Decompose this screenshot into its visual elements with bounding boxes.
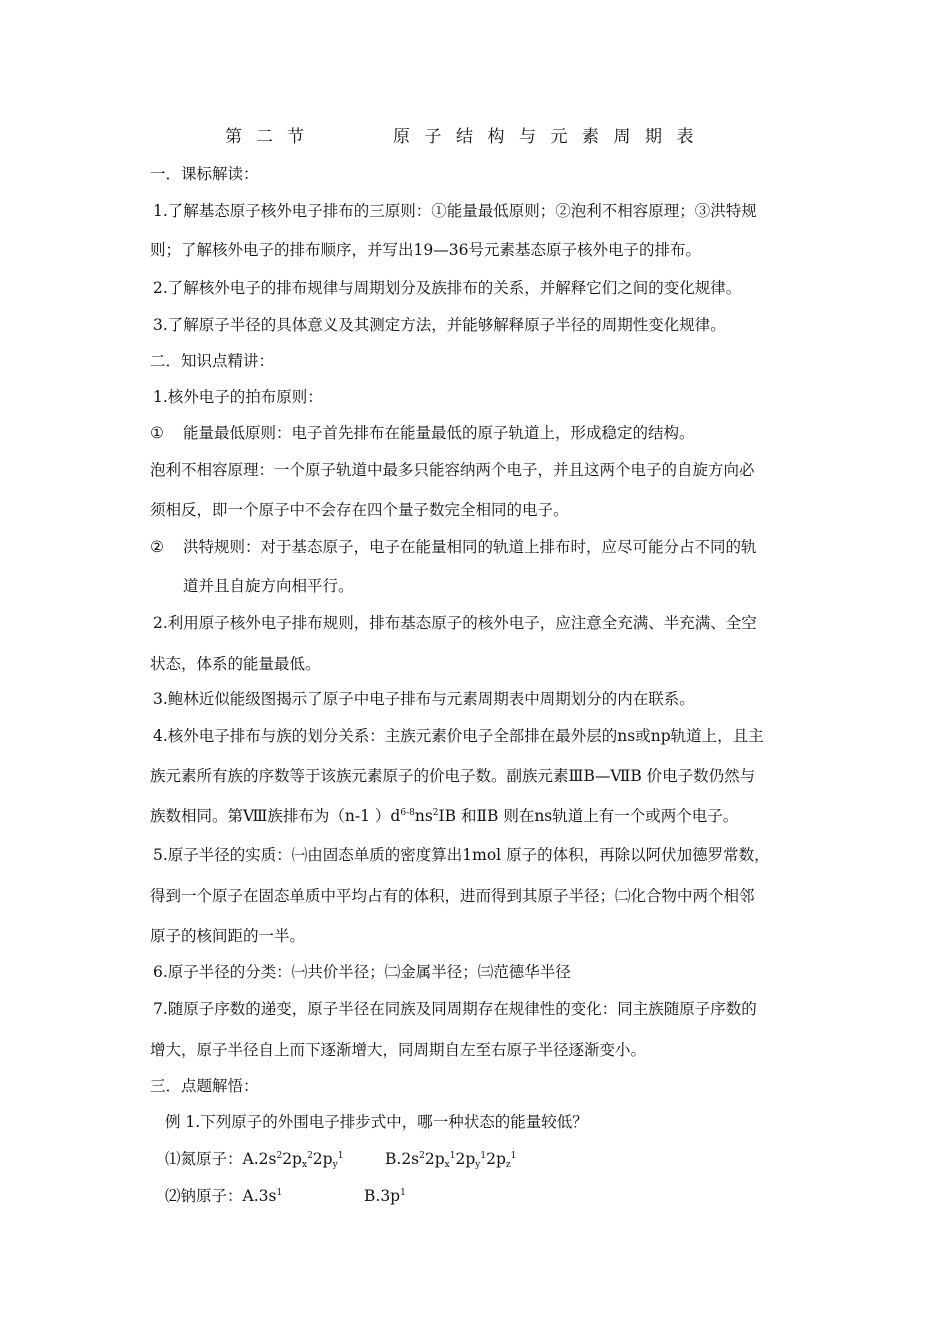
list-number: ① [150,424,164,442]
paragraph-line: 2.利用原子核外电子排布规则，排布基态原子的核外电子，应注意全充满、半充满、全空 [153,614,757,632]
paragraph-line: 状态，体系的能量最低。 [150,655,321,673]
example-option-row: ⑴氮原子：$A.2s^22p_x^22p_y^1$ [165,1150,344,1170]
paragraph-line: 5.原子半径的实质：㈠由固态单质的密度算出1mol 原子的体积，再除以阿伏加德罗常数， [153,846,770,864]
section-heading-3: 三．点题解悟： [150,1077,259,1095]
option-a: $A.2s^22p_x^22p_y^1$ [242,1150,344,1170]
paragraph-line: 3.鲍林近似能级图揭示了原子中电子排布与元素周期表中周期划分的内在联系。 [153,690,695,708]
paragraph-line: 增大，原子半径自上而下逐渐增大，同周期自左至右原子半径逐渐变小。 [150,1041,647,1059]
paragraph-line: 4.核外电子排布与族的划分关系：主族元素价电子全部排在最外层的ns或np轨道上，且主 [153,727,764,745]
paragraph-line: 族元素所有族的序数等于该族元素原子的价电子数。副族元素ⅢB—ⅦB 价电子数仍然与 [150,767,756,785]
paragraph-line: 得到一个原子在固态单质中平均占有的体积，进而得到其原子半径；㈡化合物中两个相邻 [150,887,755,905]
title-topic: 原子结构与元素周期表 [393,127,708,147]
paragraph-line: 能量最低原则：电子首先排布在能量最低的原子轨道上，形成稳定的结构。 [183,424,695,442]
option-b: $B.2s^22p_x^12p_y^12p_z^1$ [385,1150,517,1170]
list-number: ② [150,538,164,556]
example-question: 例 1.下列原子的外围电子排步式中，哪一种状态的能量较低？ [165,1113,588,1131]
paragraph-line: 1.核外电子的拍布原则： [153,388,323,406]
title-section: 第二节 [225,127,318,147]
paragraph-line: 3.了解原子半径的具体意义及其测定方法，并能够解释原子半径的周期性变化规律。 [153,316,726,334]
paragraph-line: 1.了解基态原子核外电子排布的三原则：①能量最低原则；②泡利不相容原理；③洪特规 [153,202,757,220]
paragraph-line: 须相反，即一个原子中不会存在四个量子数完全相同的电子。 [150,501,569,519]
section-heading-2: 二．知识点精讲： [150,352,275,370]
paragraph-line: 7.随原子序数的递变，原子半径在同族及同周期存在规律性的变化：同主族随原子序数的 [153,1000,757,1018]
page-title [225,127,708,147]
paragraph-line: 则；了解核外电子的排布顺序，并写出19—36号元素基态原子核外电子的排布。 [150,241,701,259]
paragraph-line: 洪特规则：对于基态原子，电子在能量相同的轨道上排布时，应尽可能分占不同的轨 [183,538,757,556]
option-a: $A.3s^1$ [242,1187,283,1205]
paragraph-line: 原子的核间距的一半。 [150,927,306,945]
example-option-row: ⑵钠原子：$A.3s^1$ [165,1187,283,1205]
paragraph-line: 道并且自旋方向相平行。 [183,577,354,595]
paragraph-line: 2.了解核外电子的排布规律与周期划分及族排布的关系，并解释它们之间的变化规律。 [153,279,742,297]
paragraph-line: 泡利不相容原理：一个原子轨道中最多只能容纳两个电子，并且这两个电子的自旋方向必 [150,461,755,479]
section-heading-1: 一．课标解读： [150,165,259,183]
option-b: $B.3p^1$ [364,1187,406,1205]
paragraph-line: 族数相同。第Ⅷ族排布为（n-1 ）$d^{6-8}ns^2ⅠB$ 和ⅡB 则在ns轨道上有一个或两个电子。 [150,807,739,825]
paragraph-line: 6.原子半径的分类：㈠共价半径；㈡金属半径；㈢范德华半径 [153,963,571,981]
